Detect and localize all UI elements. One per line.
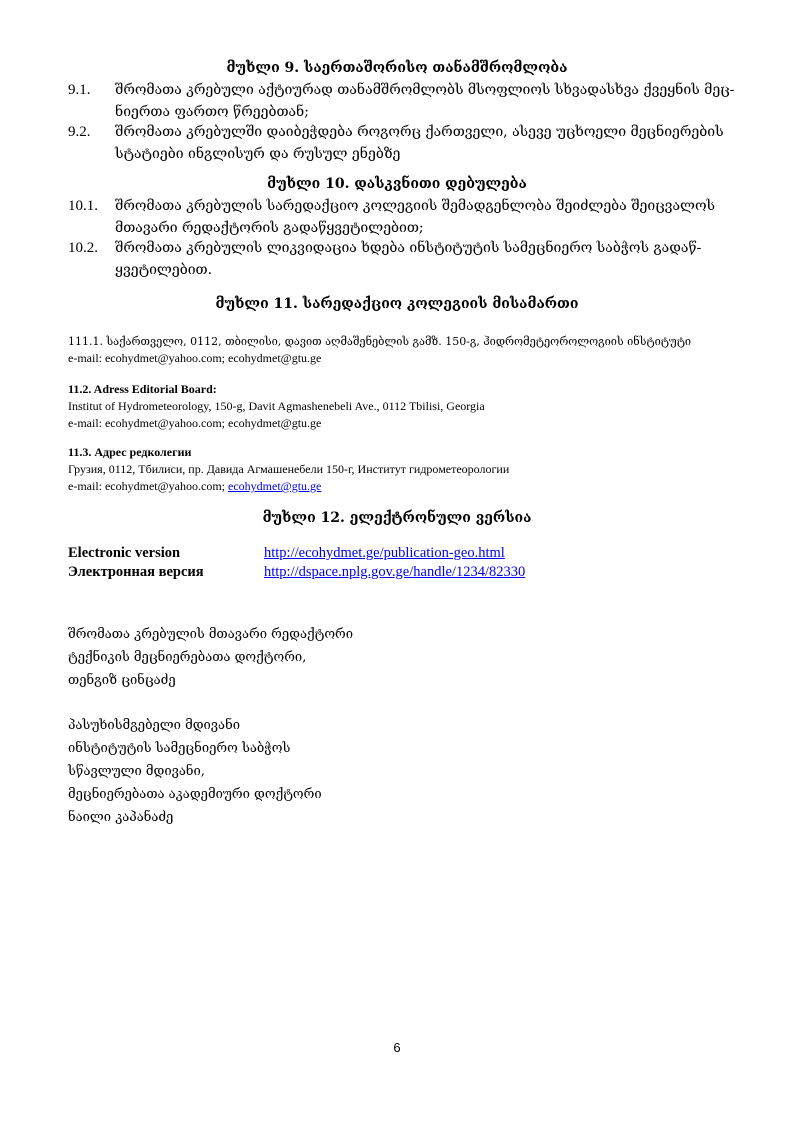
article-11-heading: მუხლი 11. სარედაქციო კოლეგიის მისამართი	[215, 296, 579, 312]
clause-line: ნიერთა ფართო წრეებთან;	[115, 104, 309, 120]
electronic-version-row	[68, 544, 748, 563]
address-russian	[68, 444, 748, 495]
email-line	[68, 478, 748, 495]
page-number: 6	[393, 1040, 401, 1055]
clause-line: სტატიები ინგლისურ და რუსულ ენებზე	[115, 146, 401, 162]
address-line: Institut of Hydrometeorology, 150-g, Davit Agmashenebeli Ave., 0112 Tbilisi, Georgia	[68, 399, 485, 413]
electronic-version-table	[68, 544, 748, 582]
clause-line: შრომათა კრებული აქტიურად თანამშრომლობს მსოფლიოს სხვადასხვა ქვეყნის მეც-	[115, 82, 735, 98]
signature-line: ინსტიტუტის სამეცნიერო საბჭოს	[68, 741, 291, 756]
signature-line: პასუხისმგებელი მდივანი	[68, 718, 240, 733]
secretary-signature	[68, 714, 668, 829]
electronic-version-link[interactable]: http://dspace.nplg.gov.ge/handle/1234/82330	[264, 564, 526, 580]
address-title: 11.3. Адрес редколегии	[68, 445, 192, 459]
email-line: e-mail: ecohydmet@yahoo.com; ecohydmet@gtu.ge	[68, 351, 322, 365]
address-english	[68, 381, 748, 432]
address-line: 111.1. საქართველო, 0112, თბილისი, დავით აღმაშენებლის გამზ. 150-გ, ჰიდრომეტეოროლოგიის ინსტიტუტი	[68, 335, 692, 348]
signature-line: ნაილი კაპანაძე	[68, 810, 174, 825]
clause-line: მთავარი რედაქტორის გადაწყვეტილებით;	[115, 220, 424, 236]
electronic-version-row	[68, 563, 748, 582]
article-12-heading: მუხლი 12. ელექტრონული ვერსია	[262, 510, 532, 526]
clause-line: შრომათა კრებულის სარედაქციო კოლეგიის შემადგენლობა შეიძლება შეიცვალოს	[115, 198, 715, 214]
clause-line: ყვეტილებით.	[115, 262, 213, 278]
article-9-heading: მუხლი 9. საერთაშორისო თანამშრომლობა	[226, 60, 568, 76]
electronic-version-link[interactable]: http://ecohydmet.ge/publication-geo.html	[264, 545, 505, 561]
clause-line: შრომათა კრებულში დაიბეჭდება როგორც ქართველი, ასევე უცხოელი მეცნიერების	[115, 124, 724, 140]
clause-line: შრომათა კრებულის ლიკვიდაცია ხდება ინსტიტუტის სამეცნიერო საბჭოს გადაწ-	[115, 240, 702, 256]
article-10-heading: მუხლი 10. დასკვნითი დებულება	[267, 176, 527, 192]
clause-number: 9.1.	[68, 82, 91, 98]
clause-number: 10.1.	[68, 198, 98, 214]
editor-in-chief-signature	[68, 623, 668, 692]
email-line: e-mail: ecohydmet@yahoo.com; ecohydmet@gtu.ge	[68, 416, 322, 430]
electronic-version-label: Электронная версия	[68, 564, 204, 580]
signature-line: თენგიზ ცინცაძე	[68, 673, 176, 688]
email-prefix: e-mail: ecohydmet@yahoo.com;	[68, 479, 229, 493]
clause-number: 9.2.	[68, 124, 91, 140]
address-georgian	[68, 333, 748, 367]
clause-text	[115, 121, 738, 165]
clause-text	[115, 237, 738, 281]
signature-line: ტექნიკის მეცნიერებათა დოქტორი,	[68, 650, 307, 665]
clause-number: 10.2.	[68, 240, 98, 256]
signature-line: მეცნიერებათა აკადემიური დოქტორი	[68, 787, 322, 802]
electronic-version-label: Electronic version	[68, 545, 181, 561]
signature-line: სწავლული მდივანი,	[68, 764, 205, 779]
clause-text	[115, 79, 738, 123]
address-title: 11.2. Adress Editorial Board:	[68, 382, 217, 396]
signature-line: შრომათა კრებულის მთავარი რედაქტორი	[68, 627, 354, 642]
email-link[interactable]: ecohydmet@gtu.ge	[228, 479, 322, 493]
address-line: Грузия, 0112, Тбилиси, пр. Давида Агмашенебели 150-г, Институт гидрометеорологии	[68, 462, 510, 476]
clause-text	[115, 195, 738, 239]
